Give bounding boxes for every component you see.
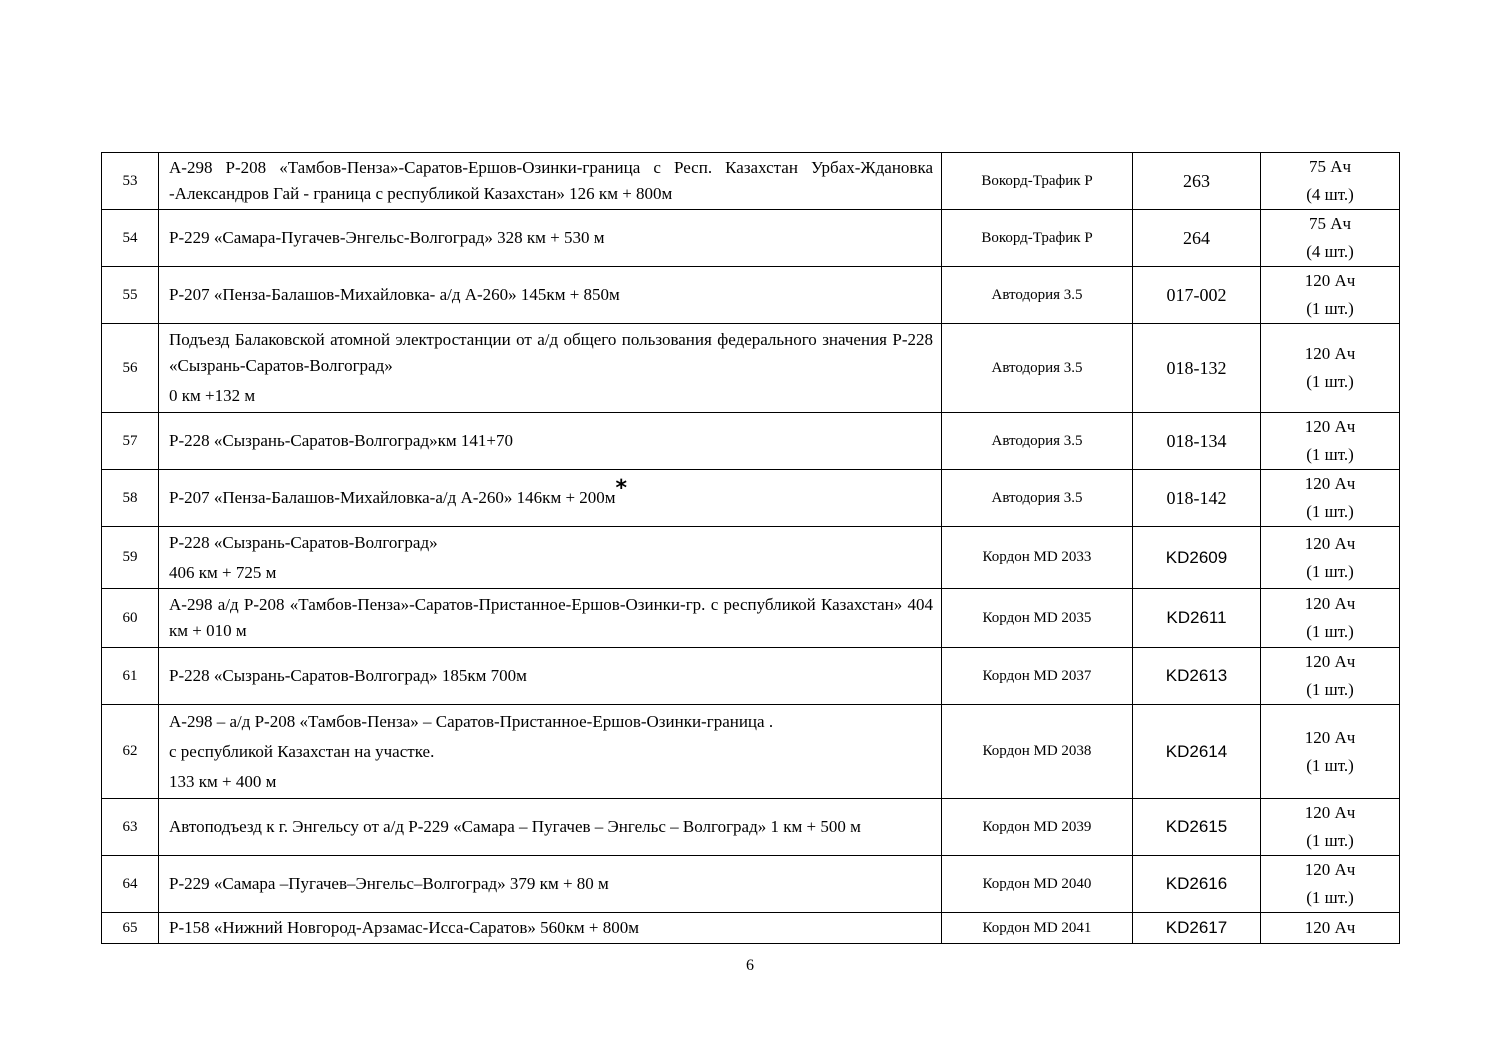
battery-capacity: 75 Ач xyxy=(1308,157,1352,176)
table-row xyxy=(102,648,1400,705)
table-row xyxy=(102,705,1400,799)
location-text: Автоподъезд к г. Энгельсу от а/д Р-229 «Самара – Пугачев – Энгельс – Волгоград» 1 км + 500 м xyxy=(169,817,861,836)
battery-capacity: 120 Ач xyxy=(1304,344,1356,363)
serial-number: 018-132 xyxy=(1133,324,1261,413)
location-cell xyxy=(159,705,942,799)
table-row xyxy=(102,527,1400,589)
serial-number: KD2616 xyxy=(1133,856,1261,913)
serial-number: KD2609 xyxy=(1133,527,1261,589)
battery-cell xyxy=(1261,527,1400,589)
device-model: Кордон MD 2033 xyxy=(942,527,1133,589)
battery-count: (1 шт.) xyxy=(1306,561,1354,581)
table-row xyxy=(102,589,1400,648)
battery-cell xyxy=(1261,589,1400,648)
location-text: А-298 – а/д Р-208 «Тамбов-Пенза» – Саратов-Пристанное-Ершов-Озинки-граница . xyxy=(169,711,774,731)
device-model: Автодория 3.5 xyxy=(942,413,1133,470)
table-row xyxy=(102,856,1400,913)
row-number: 59 xyxy=(102,527,159,589)
location-text: А-298 а/д Р-208 «Тамбов-Пенза»-Саратов-Пристанное-Ершов-Озинки-гр. с республикой Казахстан» 404 км + 010 м xyxy=(169,595,933,640)
page-number: 6 xyxy=(746,957,754,974)
location-text: Р-207 «Пенза-Балашов-Михайловка- а/д А-260» 145км + 850м xyxy=(169,285,620,304)
location-cell xyxy=(159,210,942,267)
location-text: с республикой Казахстан на участке. xyxy=(169,741,435,761)
table-row xyxy=(102,413,1400,470)
battery-cell xyxy=(1261,913,1400,944)
battery-cell xyxy=(1261,153,1400,210)
device-model: Вокорд-Трафик Р xyxy=(942,153,1133,210)
battery-cell xyxy=(1261,413,1400,470)
serial-number: KD2614 xyxy=(1133,705,1261,799)
location-cell xyxy=(159,799,942,856)
battery-capacity: 120 Ач xyxy=(1304,727,1356,747)
device-model: Кордон MD 2039 xyxy=(942,799,1133,856)
battery-capacity: 75 Ач xyxy=(1308,214,1352,233)
device-model: Кордон MD 2035 xyxy=(942,589,1133,648)
battery-cell xyxy=(1261,267,1400,324)
table-row xyxy=(102,470,1400,527)
device-model: Автодория 3.5 xyxy=(942,267,1133,324)
location-cell xyxy=(159,648,942,705)
table-row xyxy=(102,324,1400,413)
location-cell xyxy=(159,589,942,648)
location-text: Р-228 «Сызрань-Саратов-Волгоград» xyxy=(169,532,438,552)
serial-number: KD2615 xyxy=(1133,799,1261,856)
location-text: 133 км + 400 м xyxy=(169,771,277,791)
battery-capacity: 120 Ач xyxy=(1304,533,1356,553)
row-number: 56 xyxy=(102,324,159,413)
battery-capacity: 120 Ач xyxy=(1304,918,1356,937)
row-number: 57 xyxy=(102,413,159,470)
row-number: 65 xyxy=(102,913,159,944)
battery-count: (4 шт.) xyxy=(1306,242,1354,261)
table-row xyxy=(102,153,1400,210)
location-cell xyxy=(159,153,942,210)
equipment-table xyxy=(101,152,1400,944)
battery-count: (1 шт.) xyxy=(1306,888,1354,907)
row-number: 61 xyxy=(102,648,159,705)
footnote-asterisk: * xyxy=(615,476,628,501)
battery-count: (1 шт.) xyxy=(1306,831,1354,850)
serial-number: 017-002 xyxy=(1133,267,1261,324)
row-number: 63 xyxy=(102,799,159,856)
battery-count: (1 шт.) xyxy=(1306,372,1354,391)
serial-number: 018-142 xyxy=(1133,470,1261,527)
device-model: Кордон MD 2040 xyxy=(942,856,1133,913)
location-text: Р-158 «Нижний Новгород-Арзамас-Исса-Саратов» 560км + 800м xyxy=(169,918,639,937)
row-number: 58 xyxy=(102,470,159,527)
location-text: Р-228 «Сызрань-Саратов-Волгоград»км 141+70 xyxy=(169,431,513,450)
device-model: Кордон MD 2037 xyxy=(942,648,1133,705)
location-text: Р-229 «Самара –Пугачев–Энгельс–Волгоград» 379 км + 80 м xyxy=(169,874,609,893)
location-cell xyxy=(159,267,942,324)
row-number: 55 xyxy=(102,267,159,324)
location-text: А-298 Р-208 «Тамбов-Пенза»-Саратов-Ершов-Озинки-граница с Респ. Казахстан Урбах-Ждановка -Александров Гай - граница с республикой Казахстан» 126 км + 800м xyxy=(169,158,933,203)
row-number: 54 xyxy=(102,210,159,267)
battery-capacity: 120 Ач xyxy=(1304,860,1356,879)
device-model: Автодория 3.5 xyxy=(942,470,1133,527)
battery-count: (1 шт.) xyxy=(1306,502,1354,521)
battery-capacity: 120 Ач xyxy=(1304,271,1356,290)
battery-cell xyxy=(1261,210,1400,267)
table-row xyxy=(102,210,1400,267)
battery-count: (4 шт.) xyxy=(1306,185,1354,204)
row-number: 62 xyxy=(102,705,159,799)
battery-capacity: 120 Ач xyxy=(1304,803,1356,822)
location-cell xyxy=(159,913,942,944)
table-row xyxy=(102,799,1400,856)
battery-capacity: 120 Ач xyxy=(1304,474,1356,493)
battery-count: (1 шт.) xyxy=(1306,755,1354,775)
battery-cell xyxy=(1261,470,1400,527)
row-number: 53 xyxy=(102,153,159,210)
table-row xyxy=(102,267,1400,324)
device-model: Кордон MD 2038 xyxy=(942,705,1133,799)
location-text: 0 км +132 м xyxy=(169,386,256,405)
location-text: Р-207 «Пенза-Балашов-Михайловка-а/д А-260» 146км + 200м xyxy=(169,488,616,507)
location-cell xyxy=(159,527,942,589)
serial-number: 018-134 xyxy=(1133,413,1261,470)
battery-cell xyxy=(1261,799,1400,856)
location-cell xyxy=(159,470,942,527)
device-model: Автодория 3.5 xyxy=(942,324,1133,413)
serial-number: KD2617 xyxy=(1133,913,1261,944)
battery-capacity: 120 Ач xyxy=(1304,594,1356,613)
location-text: 406 км + 725 м xyxy=(169,562,277,582)
location-text: Подъезд Балаковской атомной электростанции от а/д общего пользования федерального значения Р-228 «Сызрань-Саратов-Волгоград» xyxy=(169,330,933,375)
serial-number: 263 xyxy=(1133,153,1261,210)
battery-count: (1 шт.) xyxy=(1306,680,1354,699)
device-model: Вокорд-Трафик Р xyxy=(942,210,1133,267)
location-cell xyxy=(159,413,942,470)
table-row xyxy=(102,913,1400,944)
serial-number: KD2613 xyxy=(1133,648,1261,705)
battery-count: (1 шт.) xyxy=(1306,445,1354,464)
serial-number: KD2611 xyxy=(1133,589,1261,648)
battery-cell xyxy=(1261,648,1400,705)
device-model: Кордон MD 2041 xyxy=(942,913,1133,944)
location-cell xyxy=(159,856,942,913)
battery-capacity: 120 Ач xyxy=(1304,417,1356,436)
row-number: 60 xyxy=(102,589,159,648)
location-text: Р-228 «Сызрань-Саратов-Волгоград» 185км 700м xyxy=(169,666,527,685)
battery-cell xyxy=(1261,705,1400,799)
battery-cell xyxy=(1261,324,1400,413)
battery-capacity: 120 Ач xyxy=(1304,652,1356,671)
battery-count: (1 шт.) xyxy=(1306,622,1354,641)
location-cell xyxy=(159,324,942,413)
battery-count: (1 шт.) xyxy=(1306,299,1354,318)
row-number: 64 xyxy=(102,856,159,913)
location-line xyxy=(169,476,933,511)
serial-number: 264 xyxy=(1133,210,1261,267)
location-text: Р-229 «Самара-Пугачев-Энгельс-Волгоград» 328 км + 530 м xyxy=(169,228,605,247)
battery-cell xyxy=(1261,856,1400,913)
